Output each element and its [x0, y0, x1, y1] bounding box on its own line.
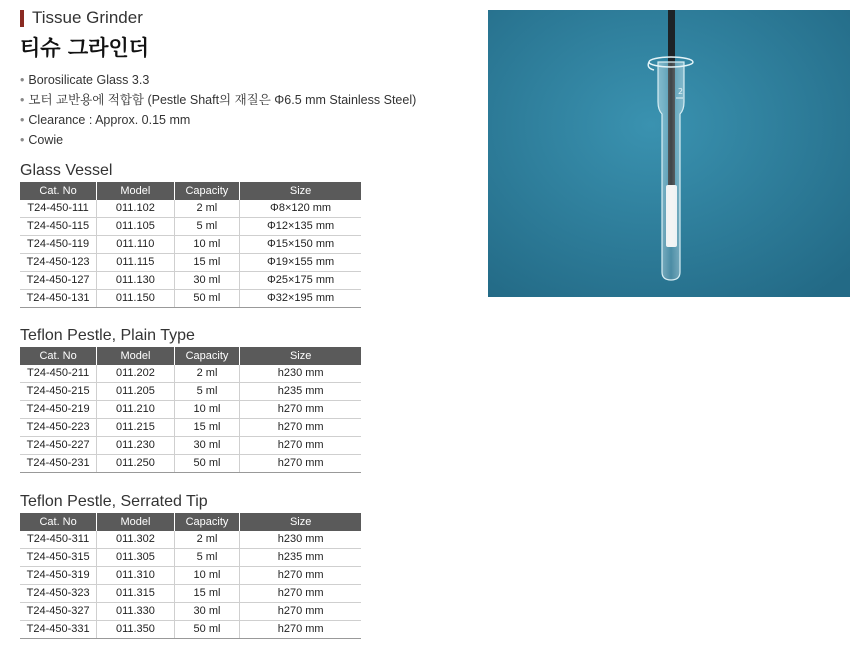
feature-text: Cowie: [28, 133, 64, 147]
cell-cat-no: T24-450-123: [20, 254, 97, 272]
table-row: [20, 383, 361, 401]
column-header-model: Model: [97, 513, 174, 531]
table-row: [20, 290, 361, 308]
table-row: [20, 455, 361, 473]
cell-size: Φ8×120 mm: [240, 200, 361, 218]
cell-capacity: 30 ml: [174, 272, 240, 290]
page-header: [20, 8, 149, 62]
bullet-icon: •: [20, 73, 25, 87]
cell-model: 011.230: [97, 437, 174, 455]
cell-size: Φ19×155 mm: [240, 254, 361, 272]
column-header-capacity: Capacity: [174, 347, 240, 365]
cell-size: h270 mm: [240, 603, 361, 621]
cell-size: Φ15×150 mm: [240, 236, 361, 254]
cell-cat-no: T24-450-315: [20, 549, 97, 567]
table-row: [20, 549, 361, 567]
table-serrated-pestle: [20, 513, 361, 639]
table-row: [20, 531, 361, 549]
cell-size: h235 mm: [240, 549, 361, 567]
cell-model: 011.305: [97, 549, 174, 567]
cell-cat-no: T24-450-115: [20, 218, 97, 236]
column-header-capacity: Capacity: [174, 513, 240, 531]
column-header-cat-no: Cat. No: [20, 513, 97, 531]
cell-cat-no: T24-450-327: [20, 603, 97, 621]
cell-cat-no: T24-450-219: [20, 401, 97, 419]
cell-capacity: 15 ml: [174, 254, 240, 272]
cell-capacity: 5 ml: [174, 383, 240, 401]
cell-cat-no: T24-450-119: [20, 236, 97, 254]
cell-cat-no: T24-450-231: [20, 455, 97, 473]
table-plain-pestle: [20, 347, 361, 473]
cell-model: 011.110: [97, 236, 174, 254]
cell-size: h230 mm: [240, 365, 361, 383]
cell-capacity: 2 ml: [174, 365, 240, 383]
table-glass-vessel: [20, 182, 361, 308]
cell-capacity: 10 ml: [174, 236, 240, 254]
cell-model: 011.315: [97, 585, 174, 603]
table-row: [20, 236, 361, 254]
table-row: [20, 218, 361, 236]
cell-size: Φ32×195 mm: [240, 290, 361, 308]
feature-item: [20, 90, 416, 110]
cell-cat-no: T24-450-127: [20, 272, 97, 290]
scale-mark-label: 2: [678, 87, 684, 96]
table-header-row: [20, 347, 361, 365]
cell-capacity: 10 ml: [174, 567, 240, 585]
table-row: [20, 365, 361, 383]
cell-model: 011.102: [97, 200, 174, 218]
cell-size: h270 mm: [240, 455, 361, 473]
cell-model: 011.330: [97, 603, 174, 621]
cell-capacity: 30 ml: [174, 603, 240, 621]
feature-text: 모터 교반용에 적합함 (Pestle Shaft의 재질은 Φ6.5 mm Stainless Steel): [28, 93, 417, 107]
cell-model: 011.215: [97, 419, 174, 437]
column-header-size: Size: [240, 182, 361, 200]
column-header-cat-no: Cat. No: [20, 182, 97, 200]
cell-model: 011.105: [97, 218, 174, 236]
cell-capacity: 5 ml: [174, 218, 240, 236]
cell-capacity: 5 ml: [174, 549, 240, 567]
product-photo: [488, 10, 850, 297]
cell-capacity: 15 ml: [174, 585, 240, 603]
cell-capacity: 2 ml: [174, 200, 240, 218]
feature-item: [20, 70, 416, 90]
section-title-plain-pestle: Teflon Pestle, Plain Type: [20, 327, 195, 344]
cell-cat-no: T24-450-223: [20, 419, 97, 437]
feature-list: [20, 70, 416, 150]
cell-size: h270 mm: [240, 437, 361, 455]
cell-capacity: 2 ml: [174, 531, 240, 549]
cell-model: 011.202: [97, 365, 174, 383]
table-header-row: [20, 182, 361, 200]
cell-model: 011.250: [97, 455, 174, 473]
cell-model: 011.205: [97, 383, 174, 401]
column-header-cat-no: Cat. No: [20, 347, 97, 365]
title-korean: 티슈 그라인더: [20, 36, 150, 60]
cell-cat-no: T24-450-227: [20, 437, 97, 455]
title-accent-bar: [20, 10, 24, 27]
table-row: [20, 585, 361, 603]
cell-size: h270 mm: [240, 419, 361, 437]
cell-model: 011.150: [97, 290, 174, 308]
cell-capacity: 30 ml: [174, 437, 240, 455]
table-row: [20, 603, 361, 621]
column-header-capacity: Capacity: [174, 182, 240, 200]
cell-capacity: 15 ml: [174, 419, 240, 437]
feature-item: [20, 130, 416, 150]
bullet-icon: •: [20, 133, 25, 147]
column-header-model: Model: [97, 347, 174, 365]
section-title-serrated-pestle: Teflon Pestle, Serrated Tip: [20, 493, 208, 510]
column-header-size: Size: [240, 513, 361, 531]
table-row: [20, 272, 361, 290]
cell-cat-no: T24-450-215: [20, 383, 97, 401]
cell-cat-no: T24-450-311: [20, 531, 97, 549]
cell-size: Φ12×135 mm: [240, 218, 361, 236]
cell-model: 011.115: [97, 254, 174, 272]
cell-model: 011.210: [97, 401, 174, 419]
bullet-icon: •: [20, 93, 25, 107]
table-row: [20, 401, 361, 419]
cell-model: 011.310: [97, 567, 174, 585]
cell-size: h270 mm: [240, 585, 361, 603]
cell-cat-no: T24-450-319: [20, 567, 97, 585]
column-header-model: Model: [97, 182, 174, 200]
cell-cat-no: T24-450-211: [20, 365, 97, 383]
cell-model: 011.302: [97, 531, 174, 549]
feature-text: Borosilicate Glass 3.3: [28, 73, 150, 87]
table-row: [20, 621, 361, 639]
bullet-icon: •: [20, 113, 25, 127]
cell-model: 011.350: [97, 621, 174, 639]
table-row: [20, 437, 361, 455]
feature-text: Clearance : Approx. 0.15 mm: [28, 113, 191, 127]
cell-size: h270 mm: [240, 621, 361, 639]
title-english-text: Tissue Grinder: [32, 8, 143, 27]
section-title-glass-vessel: Glass Vessel: [20, 162, 113, 179]
cell-model: 011.130: [97, 272, 174, 290]
cell-capacity: 10 ml: [174, 401, 240, 419]
cell-cat-no: T24-450-131: [20, 290, 97, 308]
table-row: [20, 254, 361, 272]
cell-cat-no: T24-450-111: [20, 200, 97, 218]
table-row: [20, 419, 361, 437]
feature-item: [20, 110, 416, 130]
table-row: [20, 567, 361, 585]
table-row: [20, 200, 361, 218]
cell-size: Φ25×175 mm: [240, 272, 361, 290]
cell-size: h235 mm: [240, 383, 361, 401]
cell-capacity: 50 ml: [174, 455, 240, 473]
title-english: [20, 8, 149, 28]
cell-cat-no: T24-450-323: [20, 585, 97, 603]
cell-cat-no: T24-450-331: [20, 621, 97, 639]
table-header-row: [20, 513, 361, 531]
cell-size: h270 mm: [240, 567, 361, 585]
cell-capacity: 50 ml: [174, 621, 240, 639]
cell-size: h230 mm: [240, 531, 361, 549]
column-header-size: Size: [240, 347, 361, 365]
cell-capacity: 50 ml: [174, 290, 240, 308]
cell-size: h270 mm: [240, 401, 361, 419]
